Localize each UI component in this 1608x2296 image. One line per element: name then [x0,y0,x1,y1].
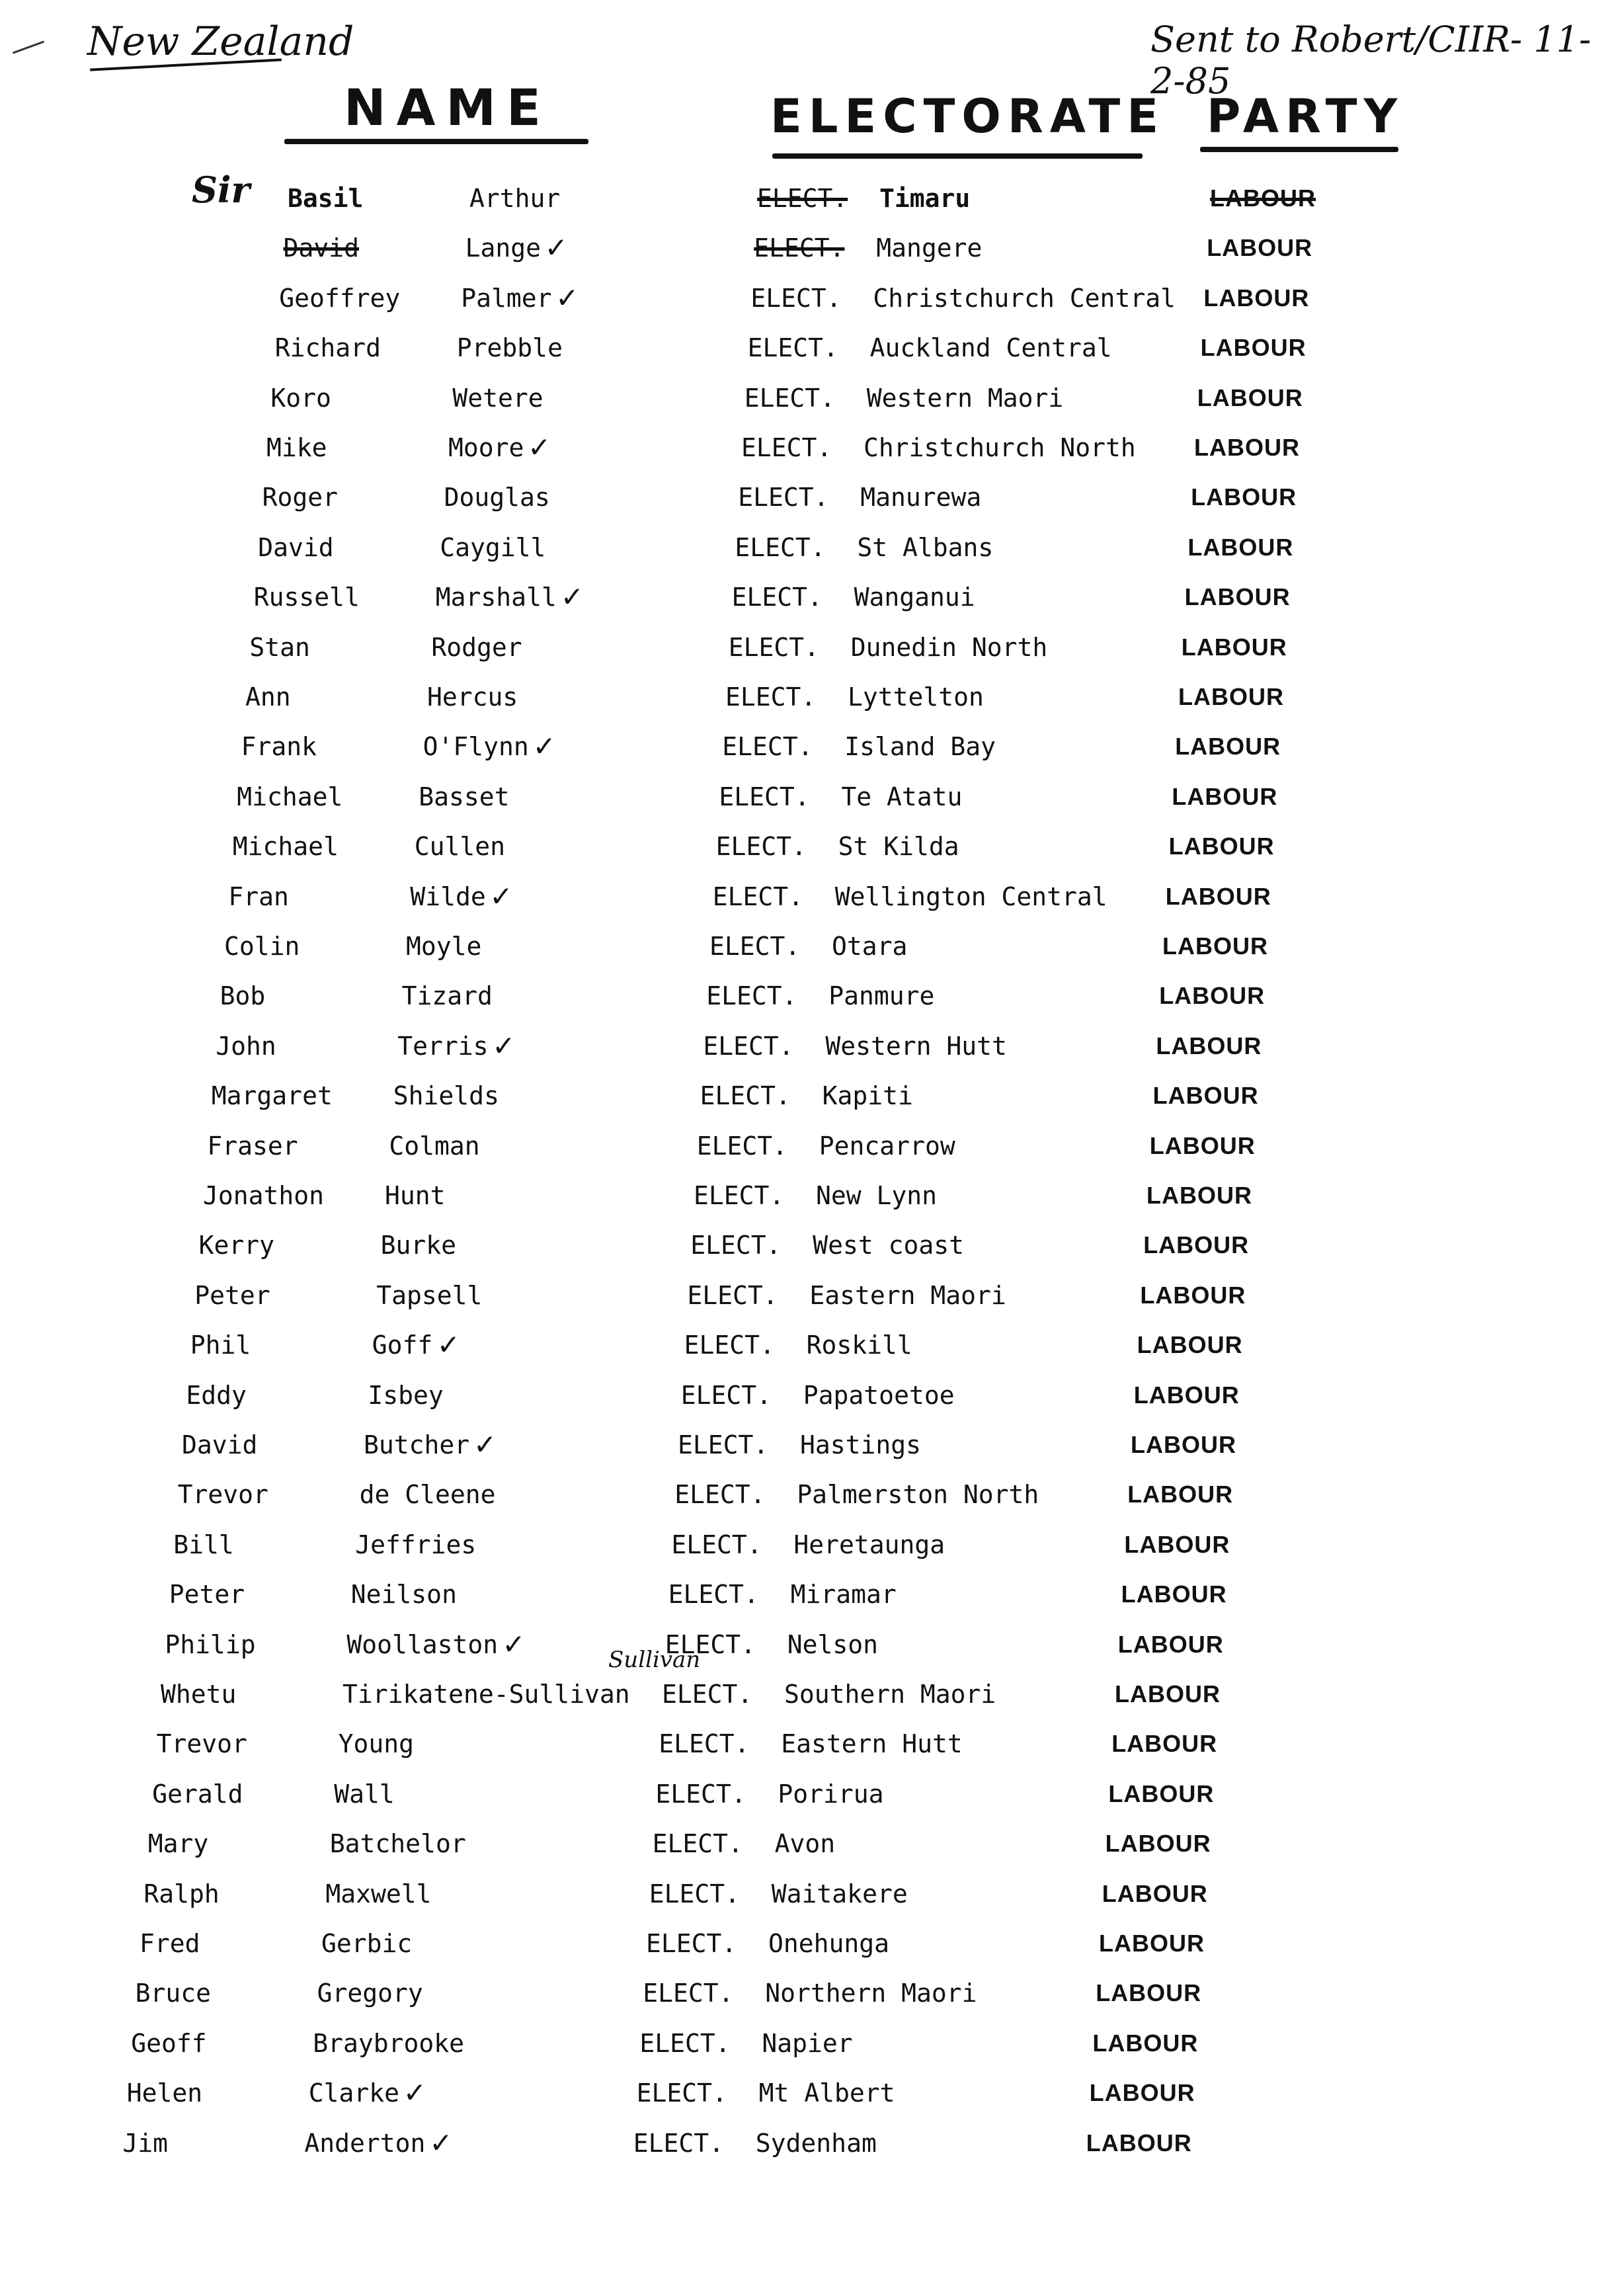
party-name: LABOUR [1102,1879,1208,1907]
party-name: LABOUR [1207,234,1313,262]
first-name: John [216,1031,276,1061]
party-name: LABOUR [1152,1082,1259,1110]
check-mark: ✓ [528,431,551,464]
last-name: Palmer [461,283,552,313]
last-name: Gerbic [321,1929,413,1958]
first-name: Frank [241,732,317,762]
last-name: Maxwell [325,1879,432,1908]
last-name: Jeffries [355,1530,477,1559]
party-name: LABOUR [1140,1281,1246,1309]
electorate-name: Eastern Maori [809,1280,1006,1310]
table-row [0,2024,1608,2063]
elect-label: ELECT. [684,1331,775,1360]
first-name: Geoffrey [279,283,401,313]
check-mark: ✓ [560,581,584,614]
elect-label: ELECT. [750,283,842,313]
party-name: LABOUR [1143,1231,1250,1259]
electorate-name: Napier [762,2028,853,2058]
elect-label: ELECT. [639,2028,731,2058]
first-name: Ralph [143,1879,220,1908]
elect-label: ELECT. [700,1081,791,1111]
party-name: LABOUR [1111,1730,1218,1758]
first-name: Fran [228,882,289,911]
elect-label: ELECT. [744,383,836,413]
table-row [0,1525,1608,1565]
electorate-name: New Lynn [816,1181,938,1210]
last-name: Moyle [406,932,482,961]
last-name: Wilde [410,882,486,911]
first-name: Bill [173,1530,234,1559]
party-name: LABOUR [1099,1930,1205,1957]
check-mark: ✓ [492,1029,516,1062]
last-name: Tizard [401,981,493,1011]
first-name: Bob [220,981,266,1011]
electorate-name: Otara [832,932,908,961]
party-name: LABOUR [1172,782,1278,810]
last-name: Neilson [350,1580,457,1610]
elect-label: ELECT. [757,184,848,213]
elect-label: ELECT. [719,782,810,811]
electorate-name: Christchurch North [864,433,1136,462]
table-row [0,1625,1608,1664]
last-name: Terris [397,1031,489,1061]
first-name: Eddy [186,1380,247,1410]
electorate-name: Nelson [787,1629,879,1659]
table-row [0,877,1608,917]
elect-label: ELECT. [668,1580,759,1610]
party-name: LABOUR [1181,633,1287,661]
electorate-name: Eastern Hutt [781,1729,963,1759]
table-row [0,1973,1608,2013]
electorate-name: Mt Albert [758,2078,895,2108]
elect-label: ELECT. [715,832,807,862]
party-name: LABOUR [1200,334,1306,362]
electorate-name: Western Maori [866,383,1064,413]
elect-label: ELECT. [747,333,838,363]
check-mark: ✓ [403,2076,426,2110]
table-row [0,1824,1608,1864]
party-name: LABOUR [1168,833,1275,860]
electorate-name: Hastings [800,1430,922,1459]
table-row [0,179,1608,218]
party-name: LABOUR [1124,1530,1230,1558]
last-name: Tirikatene-Sullivan [342,1680,630,1709]
table-row [0,378,1608,418]
table-row [0,1375,1608,1415]
party-name: LABOUR [1137,1331,1243,1359]
last-name: de Cleene [359,1480,496,1510]
first-name: Peter [169,1580,245,1610]
first-name: Russell [253,583,360,612]
party-name: LABOUR [1089,2079,1195,2107]
table-row [0,777,1608,817]
party-name: LABOUR [1092,2029,1199,2057]
first-name: Fraser [207,1131,298,1161]
party-name: LABOUR [1165,882,1271,910]
electorate-name: Pencarrow [819,1131,955,1161]
last-name: Arthur [469,184,561,213]
table-row [0,1276,1608,1315]
sent-note: Sent to Robert/CIIR- 11-2-85 [1150,19,1591,102]
elect-label: ELECT. [735,532,826,562]
party-name: LABOUR [1159,982,1266,1010]
elect-label: ELECT. [725,682,817,712]
first-name: Gerald [152,1779,243,1809]
elect-label: ELECT. [671,1530,762,1559]
party-name: LABOUR [1131,1431,1236,1458]
electorate-name: Waitakere [771,1879,908,1908]
first-name: Margaret [211,1081,333,1111]
sir-title-note: Sir [192,169,250,211]
first-name: Geoff [131,2028,207,2058]
electorate-name: Miramar [790,1580,897,1610]
elect-label: ELECT. [731,583,823,612]
table-row [0,278,1608,318]
table-row [0,1774,1608,1814]
first-name: Michael [232,832,339,862]
table-row [0,1425,1608,1465]
electorate-name: Kapiti [822,1081,913,1111]
table-row [0,727,1608,766]
table-row [0,1176,1608,1215]
elect-label: ELECT. [709,932,801,961]
last-name: Basset [419,782,510,811]
party-name: LABOUR [1121,1580,1227,1608]
last-name: Marshall [435,583,557,612]
first-name: Trevor [156,1729,247,1759]
table-row [0,827,1608,866]
party-name: LABOUR [1191,483,1297,511]
check-mark: ✓ [489,880,513,913]
first-name: Jonathon [203,1181,325,1210]
last-name: Hercus [427,682,518,712]
last-name: Young [338,1729,414,1759]
table-row [0,477,1608,517]
electorate-name: Te Atatu [841,782,963,811]
elect-label: ELECT. [703,1031,794,1061]
last-name: Butcher [364,1430,470,1459]
electorate-name: Manurewa [860,483,982,512]
party-name: LABOUR [1184,583,1291,611]
electorate-name: Mangere [876,233,983,263]
electorate-name: Onehunga [768,1929,890,1958]
last-name: Gregory [317,1979,423,2008]
last-name: Isbey [368,1380,444,1410]
elect-label: ELECT. [678,1430,769,1459]
elect-label: ELECT. [649,1879,741,1908]
elect-label: ELECT. [696,1131,788,1161]
electorate-name: Panmure [828,981,935,1011]
party-name: LABOUR [1156,1032,1262,1059]
electorate-name: Porirua [778,1779,884,1809]
party-name: LABOUR [1115,1680,1221,1707]
check-mark: ✓ [429,2126,453,2159]
electorate-name: St Kilda [838,832,959,862]
last-name: Wetere [452,383,543,413]
last-name: Tapsell [376,1280,483,1310]
party-name: LABOUR [1187,533,1294,561]
last-name: Braybrooke [313,2028,464,2058]
elect-label: ELECT. [728,632,820,662]
last-name: Clarke [308,2078,400,2108]
last-name: O'Flynn [422,732,529,762]
party-name: LABOUR [1108,1780,1215,1807]
party-name: LABOUR [1210,184,1316,212]
electorate-name: Heretaunga [793,1530,945,1559]
check-mark: ✓ [555,281,579,314]
elect-label: ELECT. [694,1181,785,1210]
last-name: Shields [393,1081,499,1111]
table-row [0,628,1608,667]
table-row [0,2073,1608,2113]
electorate-name: Avon [774,1829,836,1859]
electorate-name: Roskill [806,1331,912,1360]
party-name: LABOUR [1175,733,1281,760]
electorate-name: Island Bay [844,732,996,762]
table-row [0,1076,1608,1116]
last-name: Caygill [440,532,546,562]
table-row [0,1924,1608,1963]
elect-label: ELECT. [636,2078,727,2108]
check-mark: ✓ [502,1627,526,1660]
elect-label: ELECT. [712,882,804,911]
elect-label: ELECT. [664,1629,756,1659]
elect-label: ELECT. [633,2128,725,2158]
party-name: LABOUR [1149,1131,1256,1159]
last-name: Goff [372,1331,433,1360]
elect-label: ELECT. [662,1680,753,1709]
heading-party: PARTY [1207,89,1404,144]
first-name: Mike [266,433,327,462]
elect-label: ELECT. [741,433,832,462]
table-row [0,1874,1608,1914]
electorate-name: Papatoetoe [803,1380,955,1410]
table-row [0,1126,1608,1166]
check-mark: ✓ [544,231,568,265]
electorate-name: St Albans [857,532,994,562]
elect-label: ELECT. [680,1380,772,1410]
electorate-name: Western Hutt [825,1031,1007,1061]
last-name: Wall [334,1779,395,1809]
table-row [0,1674,1608,1714]
table-row [0,1225,1608,1265]
first-name: David [283,233,359,263]
first-name: Richard [274,333,381,363]
first-name: Whetu [161,1680,237,1709]
electorate-name: Sydenham [755,2128,877,2158]
party-name: LABOUR [1162,932,1268,960]
first-name: Roger [262,483,338,512]
table-row [0,1575,1608,1614]
check-mark: ✓ [473,1428,497,1461]
table-row [0,1724,1608,1764]
last-name: Woollaston [346,1629,499,1659]
last-name: Colman [389,1131,480,1161]
party-name: LABOUR [1146,1182,1252,1209]
last-name: Anderton [304,2128,426,2158]
table-row [0,428,1608,468]
country-note: New Zealand [87,19,354,65]
party-name: LABOUR [1133,1381,1240,1409]
first-name: Philip [165,1629,256,1659]
first-name: Basil [288,184,364,213]
party-name: LABOUR [1203,284,1310,311]
first-name: Stan [249,632,310,662]
first-name: Phil [190,1331,251,1360]
table-row [0,328,1608,368]
electorate-name: Lyttelton [848,682,984,712]
last-name: Douglas [444,483,550,512]
electorate-name: Wellington Central [834,882,1107,911]
elect-label: ELECT. [674,1480,766,1510]
party-name: LABOUR [1117,1630,1224,1658]
elect-label: ELECT. [659,1729,750,1759]
first-name: David [258,532,334,562]
table-row [0,926,1608,966]
party-name: LABOUR [1194,434,1300,461]
electorate-name: Christchurch Central [873,283,1176,313]
last-name: Hunt [385,1181,446,1210]
check-mark: ✓ [532,730,556,763]
party-name: LABOUR [1178,683,1284,710]
electorate-name: West coast [813,1231,964,1260]
party-name: LABOUR [1105,1830,1211,1858]
last-name: Lange [465,233,541,263]
table-row [0,1026,1608,1066]
elect-label: ELECT. [646,1929,737,1958]
electorate-name: Auckland Central [869,333,1112,363]
table-row [0,577,1608,617]
last-name: Burke [380,1231,456,1260]
table-row [0,677,1608,717]
first-name: Helen [126,2078,203,2108]
table-row [0,1475,1608,1514]
last-name: Prebble [456,333,563,363]
table-row [0,2123,1608,2163]
electorate-name: Northern Maori [765,1979,977,2008]
electorate-name: Dunedin North [850,632,1048,662]
last-name: Cullen [414,832,506,862]
party-name: LABOUR [1197,384,1303,411]
first-name: Colin [224,932,300,961]
first-name: Jim [122,2128,169,2158]
first-name: Peter [194,1280,270,1310]
elect-label: ELECT. [687,1280,778,1310]
first-name: Ann [245,682,291,712]
check-mark: ✓ [436,1329,460,1362]
elect-label: ELECT. [722,732,813,762]
elect-label: ELECT. [643,1979,734,2008]
elect-label: ELECT. [655,1779,746,1809]
elect-label: ELECT. [738,483,829,512]
party-name: LABOUR [1086,2129,1192,2156]
table-row [0,528,1608,567]
first-name: Koro [270,383,331,413]
table-row [0,1325,1608,1365]
first-name: Mary [147,1829,209,1859]
table-row [0,228,1608,268]
heading-electorate: ELECTORATE [770,89,1166,144]
first-name: Michael [237,782,343,811]
first-name: Trevor [177,1480,268,1510]
last-name: Batchelor [329,1829,466,1859]
elect-label: ELECT. [754,233,845,263]
first-name: David [182,1430,258,1459]
electorate-name: Wanganui [854,583,975,612]
last-name: Rodger [431,632,522,662]
heading-name: NAME [344,78,551,137]
electorate-name: Timaru [879,184,971,213]
electorate-name: Southern Maori [784,1680,996,1709]
first-name: Kerry [198,1231,274,1260]
first-name: Bruce [135,1979,211,2008]
elect-label: ELECT. [706,981,797,1011]
party-name: LABOUR [1127,1481,1234,1508]
elect-label: ELECT. [690,1231,782,1260]
table-row [0,976,1608,1016]
electorate-name: Palmerston North [797,1480,1039,1510]
elect-label: ELECT. [652,1829,743,1859]
party-name: LABOUR [1096,1979,1202,2007]
sullivan-correction-note: Sullivan [608,1647,701,1673]
first-name: Fred [140,1929,200,1958]
last-name: Moore [448,433,524,462]
